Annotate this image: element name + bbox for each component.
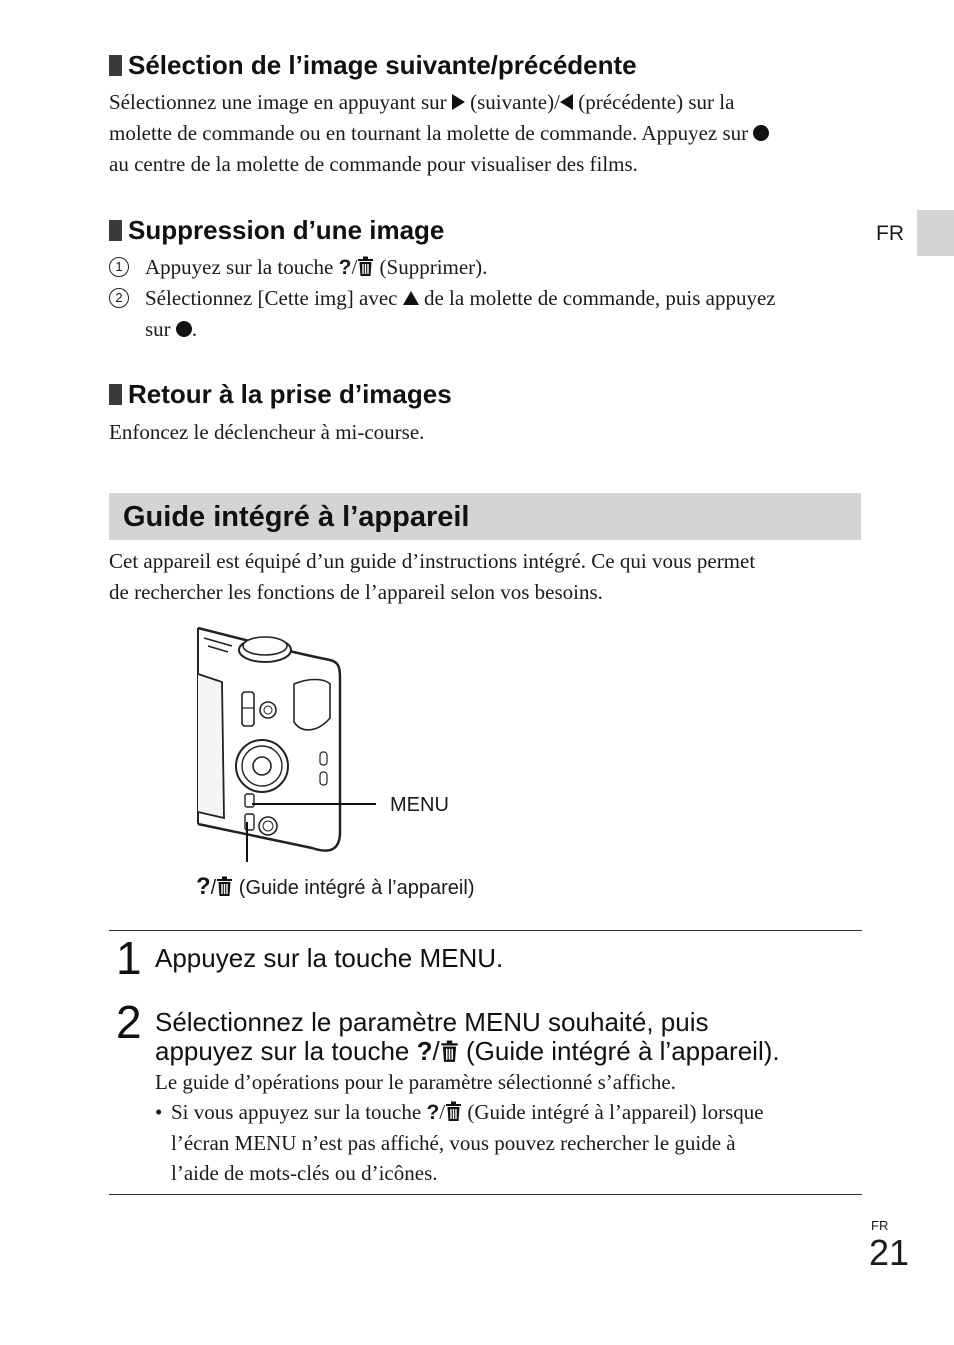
help-icon: ? [338, 256, 352, 279]
center-dot-icon [176, 321, 192, 337]
left-triangle-icon [560, 94, 573, 110]
footer-language: FR [871, 1218, 889, 1233]
step-2-note: • Si vous appuyez sur la touche ?/ (Guide intégré à l’appareil) lorsque l’écran MENU n’est pas affiché, vous pouvez rechercher le guide à l’aide de mots-clés ou d’icônes. [155, 1100, 764, 1185]
step-2-title-line1: Sélectionnez le paramètre MENU souhaité, puis [155, 1007, 709, 1037]
guide-intro: Cet appareil est équipé d’un guide d’instructions intégré. Ce qui vous permet de rechercher les fonctions de l’appareil selon vos besoins. [109, 549, 756, 604]
trash-icon [440, 1040, 459, 1063]
language-tab [917, 210, 954, 256]
step-1-title: Appuyez sur la touche MENU. [155, 943, 504, 973]
trash-icon [445, 1101, 462, 1122]
help-callout-label: ?/ (Guide intégré à l’appareil) [196, 873, 475, 900]
step-number-1: 1 [109, 257, 129, 277]
heading-marker-icon [109, 384, 122, 405]
trash-icon [216, 876, 233, 897]
menu-callout-label: MENU [390, 794, 449, 816]
section-title: Guide intégré à l’appareil [123, 501, 470, 533]
delete-step-1: 1 Appuyez sur la touche ?/ (Supprimer). [109, 252, 861, 283]
step-number-2: 2 [116, 996, 142, 1048]
step-2-description: Le guide d’opérations pour le paramètre sélectionné s’affiche. [155, 1070, 676, 1094]
trash-icon [357, 256, 374, 277]
section-title-band [109, 493, 861, 540]
center-dot-icon [753, 125, 769, 141]
right-triangle-icon [452, 94, 465, 110]
bottom-rule [109, 1194, 862, 1195]
help-icon: ? [196, 873, 211, 900]
step-number-2: 2 [109, 288, 129, 308]
paragraph-return-shooting: Enfoncez le déclencheur à mi-course. [109, 420, 425, 444]
language-label: FR [876, 222, 904, 245]
heading-marker-icon [109, 55, 122, 76]
heading-marker-icon [109, 220, 122, 241]
help-icon: ? [416, 1036, 433, 1066]
page-number: 21 [869, 1232, 910, 1273]
paragraph-next-previous: Sélectionnez une image en appuyant sur (suivante)/ (précédente) sur la molette de commande ou en tournant la molette de commande. Appuyez sur au centre de la molette de commande pour visualiser des films. [109, 87, 861, 180]
up-triangle-icon [403, 291, 419, 305]
delete-step-2: 2 Sélectionnez [Cette img] avec de la molette de commande, puis appuyez sur . [109, 283, 861, 345]
top-rule [109, 930, 862, 931]
heading-return-shooting: Retour à la prise d’images [109, 379, 452, 409]
camera-illustration [190, 622, 550, 862]
heading-delete-image: Suppression d’une image [109, 215, 444, 245]
heading-next-previous: Sélection de l’image suivante/précédente [109, 50, 637, 80]
step-2-title-line2: appuyez sur la touche ?/ (Guide intégré à l’appareil). [155, 1036, 780, 1066]
help-icon: ? [426, 1101, 440, 1124]
step-number-1: 1 [116, 932, 142, 984]
